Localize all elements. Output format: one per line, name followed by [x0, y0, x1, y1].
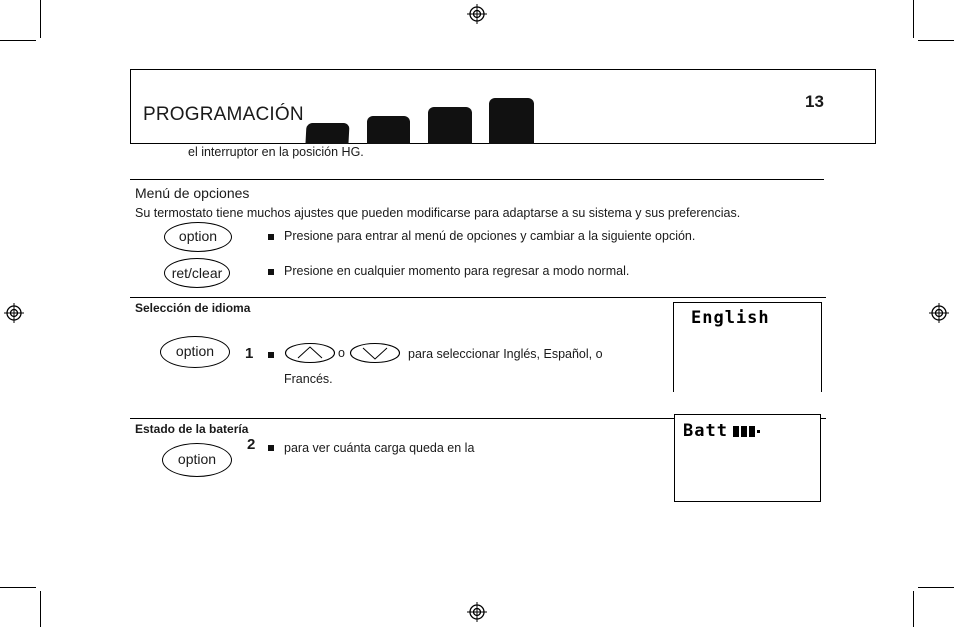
step-number: 1	[245, 345, 254, 362]
language-heading: Selección de idioma	[135, 301, 251, 315]
option-key[interactable]	[164, 222, 232, 252]
crop-mark-bottom-left-h	[0, 587, 36, 588]
page-title: PROGRAMACIÓN	[143, 104, 304, 125]
ret-clear-key[interactable]	[164, 258, 230, 288]
crop-mark-top-right-h	[918, 40, 954, 41]
option-key-label: option	[178, 228, 218, 244]
page-number: 13	[805, 92, 824, 111]
section-tab-1	[305, 123, 349, 144]
battery-option-key[interactable]	[162, 443, 232, 477]
option-key-instruction: Presione para entrar al menú de opciones y cambiar a la siguiente opción.	[284, 229, 696, 243]
crop-mark-top-left-v	[40, 0, 41, 38]
language-option-key-label: option	[175, 343, 215, 359]
ret-clear-key-instruction: Presione en cualquier momento para regresar a modo normal.	[284, 264, 630, 278]
intro-line: el interruptor en la posición HG.	[188, 145, 364, 159]
options-menu-description: Su termostato tiene muchos ajustes que pueden modificarse para adaptarse a su sistema y sus preferencias.	[135, 206, 741, 220]
section-tab-2	[367, 116, 410, 144]
registration-mark-icon	[467, 602, 487, 622]
registration-mark-icon	[929, 303, 949, 323]
battery-level-icon	[733, 426, 765, 437]
section-tab-3	[428, 107, 472, 144]
registration-mark-icon	[4, 303, 24, 323]
language-instruction-line1: para seleccionar Inglés, Español, o	[408, 347, 603, 361]
crop-mark-bottom-left-v	[40, 591, 41, 627]
battery-display	[674, 414, 821, 502]
battery-heading: Estado de la batería	[135, 422, 249, 436]
square-bullet-icon	[268, 269, 274, 275]
crop-mark-top-right-v	[913, 0, 914, 38]
divider	[130, 297, 826, 298]
crop-mark-bottom-right-h	[918, 587, 954, 588]
ret-clear-key-label: ret/clear	[171, 265, 223, 281]
language-instruction-line2: Francés.	[284, 372, 333, 386]
language-display-text: English	[691, 308, 770, 328]
registration-mark-icon	[467, 4, 487, 24]
divider	[130, 179, 824, 180]
step-number: 2	[247, 436, 256, 453]
language-display	[673, 302, 822, 392]
battery-instruction: para ver cuánta carga queda en la	[284, 441, 475, 455]
section-tab-4	[489, 98, 534, 144]
battery-display-text: Batt	[683, 421, 728, 441]
up-arrow-key-icon[interactable]	[284, 342, 336, 364]
down-arrow-key-icon[interactable]	[349, 342, 401, 364]
battery-option-key-label: option	[177, 451, 217, 467]
options-menu-heading: Menú de opciones	[135, 185, 250, 201]
connector-text: o	[338, 346, 345, 360]
crop-mark-top-left-h	[0, 40, 36, 41]
crop-mark-bottom-right-v	[913, 591, 914, 627]
language-option-key[interactable]	[160, 336, 230, 368]
square-bullet-icon	[268, 445, 274, 451]
square-bullet-icon	[268, 352, 274, 358]
square-bullet-icon	[268, 234, 274, 240]
